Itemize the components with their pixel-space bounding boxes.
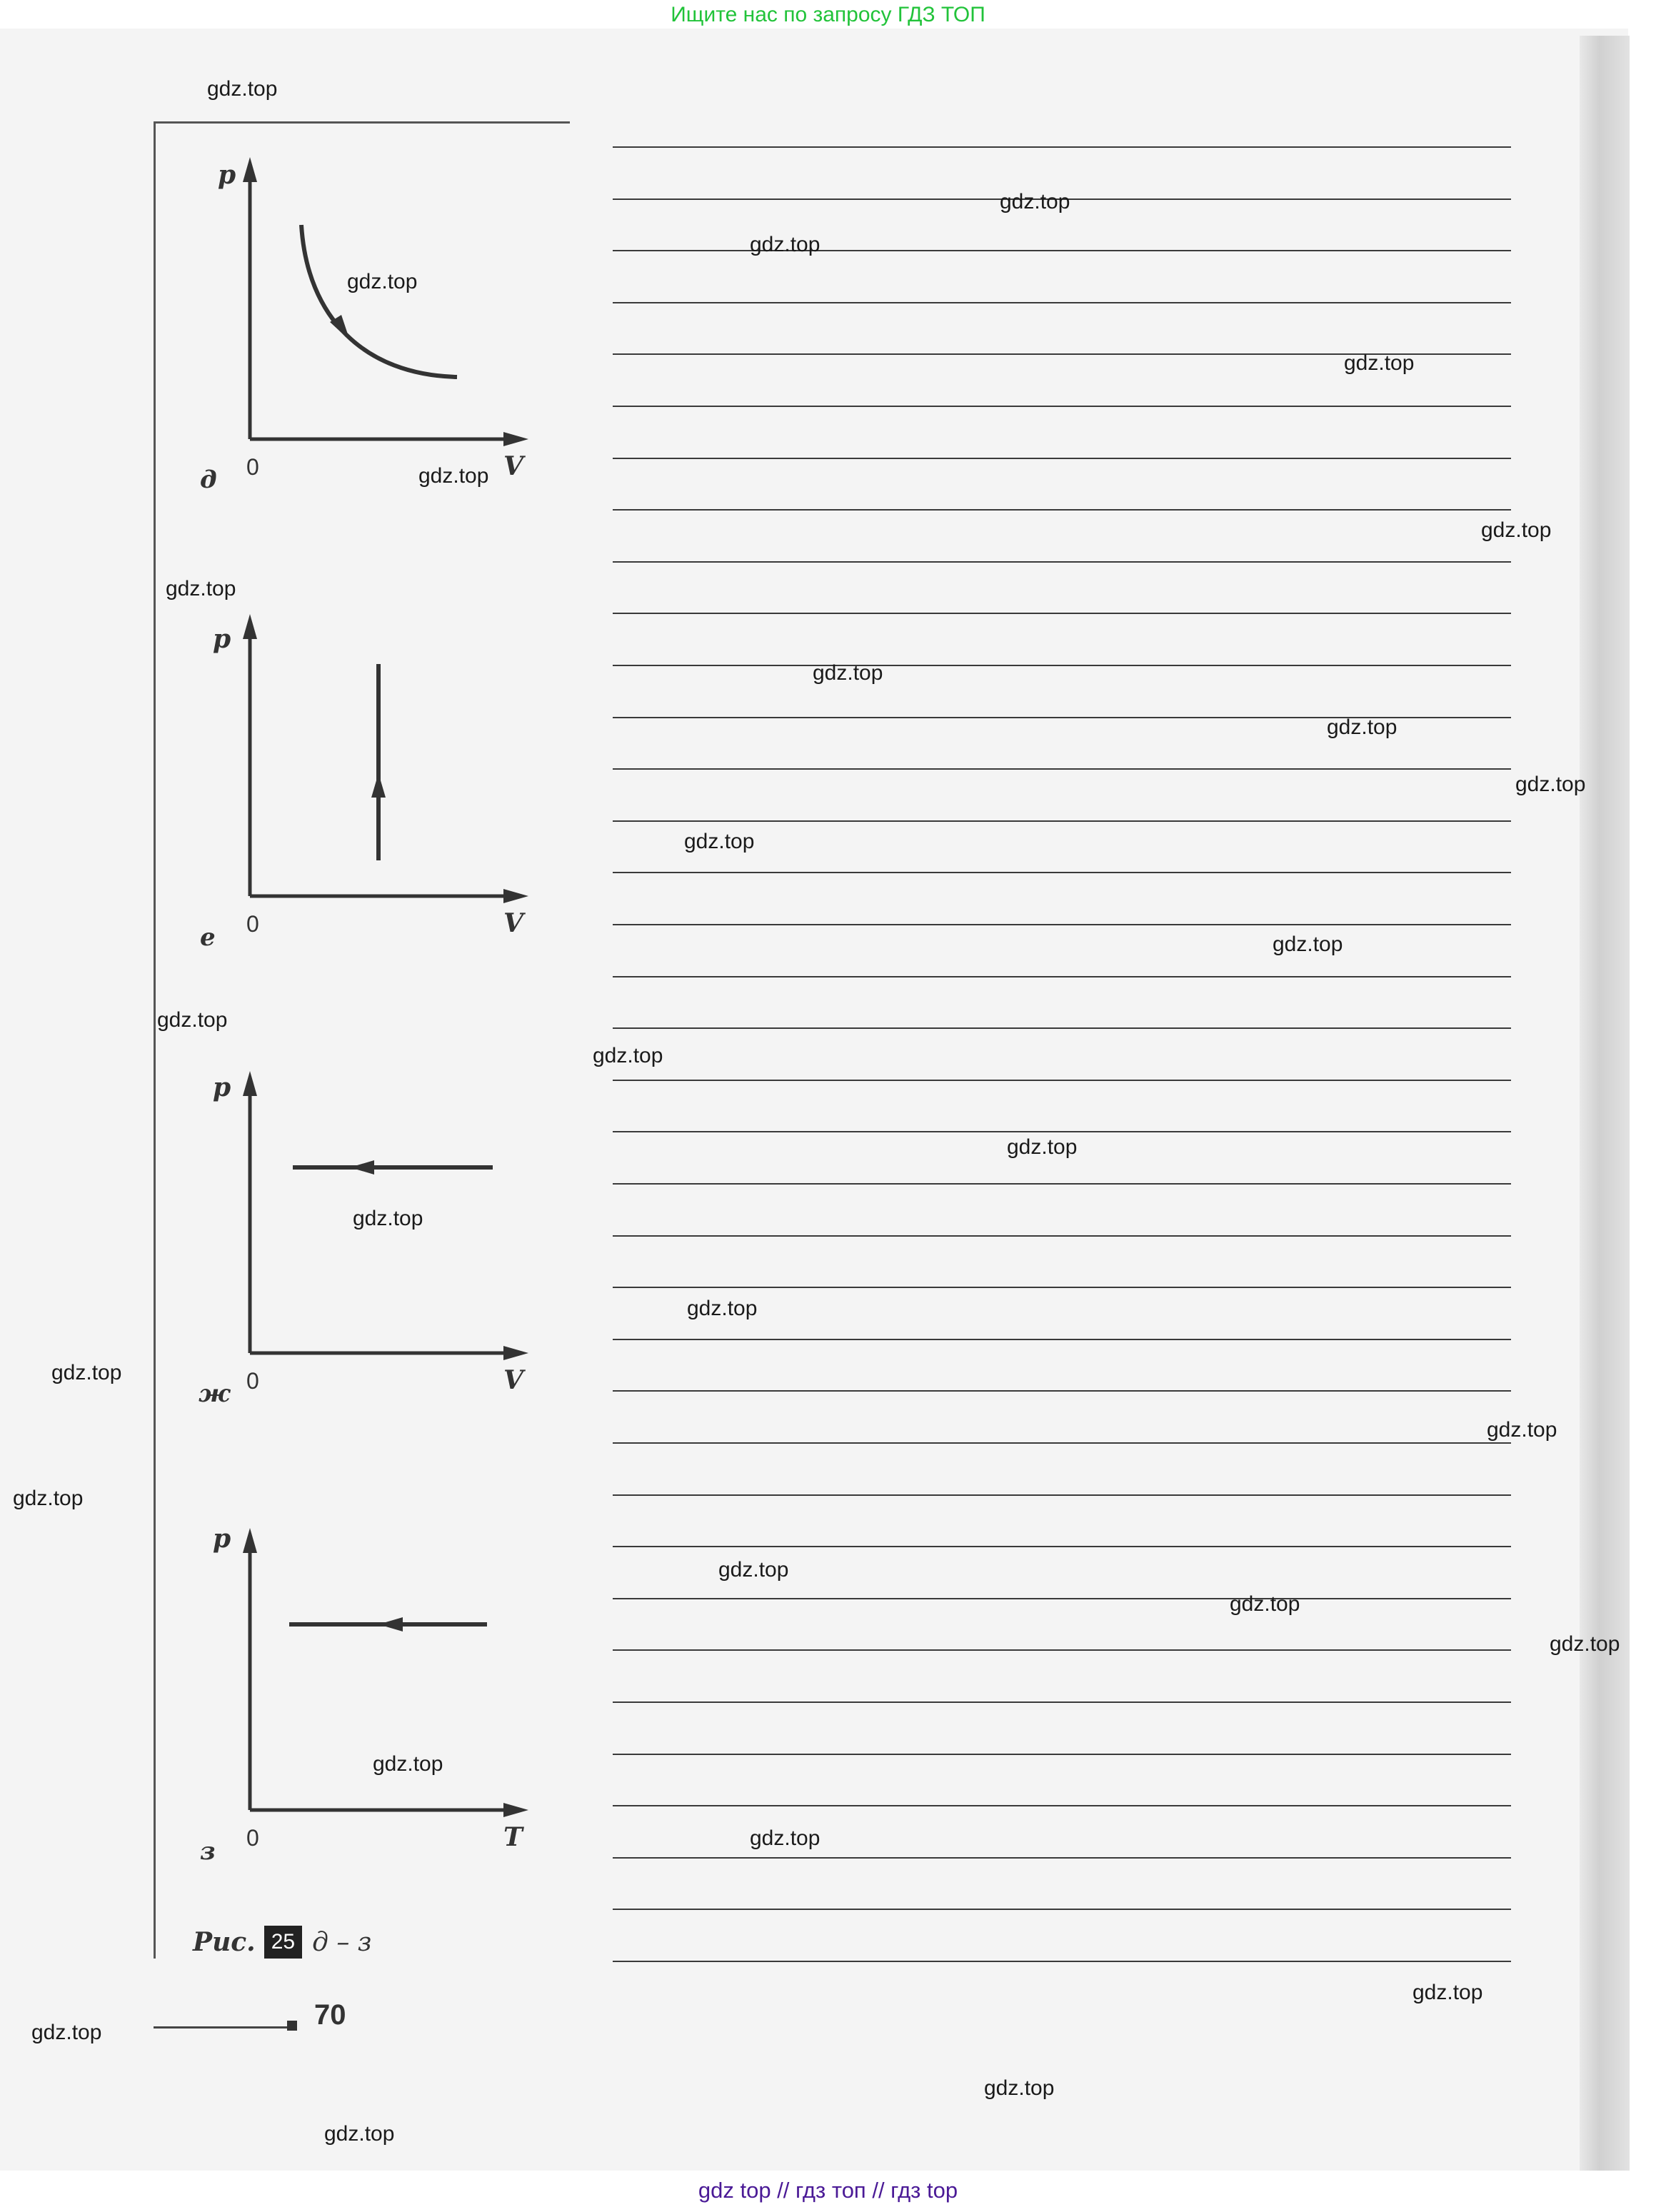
answer-line [613, 406, 1511, 407]
answer-line [613, 1754, 1511, 1755]
answer-line [613, 302, 1511, 303]
answer-line [613, 1442, 1511, 1444]
watermark: gdz.top [593, 1044, 663, 1067]
watermark: gdz.top [373, 1752, 443, 1776]
page-number-marker [287, 2021, 297, 2031]
answer-line [613, 1701, 1511, 1703]
y-axis-label: p [218, 160, 236, 190]
answer-line [613, 1027, 1511, 1029]
x-axis-arrow-icon [503, 889, 528, 903]
process-arrow-icon [350, 1160, 374, 1175]
answer-line [613, 820, 1511, 822]
process-arrow-icon [371, 773, 386, 798]
answer-line [613, 665, 1511, 666]
graph-e [179, 610, 550, 946]
answer-line [613, 976, 1511, 977]
page-number: 70 [314, 1999, 346, 2031]
watermark: gdz.top [1000, 190, 1070, 213]
caption-range: д – з [312, 1927, 372, 1957]
watermark: gdz.top [1230, 1592, 1300, 1616]
panel-letter-e: е [200, 923, 216, 952]
answer-line [613, 1131, 1511, 1132]
x-axis-arrow-icon [503, 1346, 528, 1360]
watermark: gdz.top [1550, 1632, 1620, 1656]
answer-line [613, 561, 1511, 563]
watermark: gdz.top [1344, 351, 1415, 375]
answer-line [613, 1235, 1511, 1237]
answer-line [613, 768, 1511, 770]
answer-line [613, 1287, 1511, 1288]
watermark: gdz.top [684, 830, 755, 853]
process-curve [301, 225, 457, 377]
top-banner[interactable]: Ищите нас по запросу ГДЗ ТОП [671, 3, 985, 26]
watermark: gdz.top [324, 2122, 395, 2146]
bottom-banner[interactable]: gdz top // гдз топ // гдз top [698, 2178, 958, 2203]
answer-line [613, 1339, 1511, 1340]
answer-lines [613, 0, 1511, 1999]
x-axis-label: V [503, 1365, 523, 1395]
watermark: gdz.top [750, 233, 821, 256]
watermark: gdz.top [207, 77, 278, 101]
answer-line [613, 1494, 1511, 1496]
answer-line [613, 1961, 1511, 1962]
y-axis-arrow-icon [243, 157, 257, 182]
watermark: gdz.top [718, 1558, 789, 1582]
watermark: gdz.top [750, 1826, 821, 1850]
answer-line [613, 1805, 1511, 1806]
watermark: gdz.top [166, 577, 236, 600]
answer-line [613, 509, 1511, 511]
origin-label: 0 [246, 1825, 259, 1851]
watermark: gdz.top [1273, 932, 1343, 956]
watermark: gdz.top [1007, 1135, 1078, 1159]
answer-line [613, 1080, 1511, 1081]
y-axis-arrow-icon [243, 1528, 257, 1553]
y-axis-label: p [213, 1524, 231, 1554]
watermark: gdz.top [347, 270, 418, 293]
panel-letter-d: д [200, 466, 217, 494]
answer-line [613, 1909, 1511, 1910]
caption-label: Рис. [193, 1927, 256, 1957]
panel-letter-z: з [200, 1837, 216, 1866]
y-axis-arrow-icon [243, 1071, 257, 1096]
answer-line [613, 1857, 1511, 1859]
watermark: gdz.top [418, 464, 489, 488]
process-arrow-icon [378, 1617, 403, 1632]
origin-label: 0 [246, 454, 259, 480]
y-axis-label: p [213, 1072, 231, 1102]
watermark: gdz.top [1515, 773, 1586, 796]
watermark: gdz.top [1327, 715, 1397, 739]
x-axis-arrow-icon [503, 1803, 528, 1817]
graph-z [179, 1524, 550, 1860]
watermark: gdz.top [353, 1207, 423, 1230]
watermark: gdz.top [1412, 1981, 1483, 2004]
binding-shadow [1580, 36, 1630, 2171]
y-axis-label: p [213, 624, 231, 654]
watermark: gdz.top [984, 2076, 1055, 2100]
x-axis-label: V [503, 908, 523, 938]
answer-line [613, 250, 1511, 251]
x-axis-label: V [503, 451, 523, 481]
x-axis-arrow-icon [503, 432, 528, 446]
watermark: gdz.top [1487, 1418, 1557, 1442]
answer-line [613, 146, 1511, 148]
y-axis-arrow-icon [243, 614, 257, 639]
watermark: gdz.top [51, 1361, 122, 1384]
answer-line [613, 613, 1511, 614]
page-number-rule [154, 2026, 289, 2028]
answer-line [613, 924, 1511, 925]
answer-line [613, 872, 1511, 873]
origin-label: 0 [246, 1368, 259, 1394]
x-axis-label: T [503, 1822, 523, 1852]
answer-line [613, 1598, 1511, 1599]
watermark: gdz.top [813, 661, 883, 685]
answer-line [613, 1390, 1511, 1392]
origin-label: 0 [246, 911, 259, 937]
answer-line [613, 1546, 1511, 1547]
answer-line [613, 1183, 1511, 1185]
watermark: gdz.top [1481, 518, 1552, 542]
answer-line [613, 1649, 1511, 1651]
watermark: gdz.top [31, 2021, 102, 2044]
figure-number-badge: 25 [264, 1926, 302, 1959]
answer-line [613, 458, 1511, 459]
watermark: gdz.top [157, 1008, 228, 1032]
figure-caption [193, 1924, 371, 1960]
watermark: gdz.top [687, 1297, 758, 1320]
graph-zh [179, 1067, 550, 1403]
watermark: gdz.top [13, 1487, 84, 1510]
graph-d [179, 154, 550, 489]
panel-letter-zh: ж [199, 1379, 231, 1408]
